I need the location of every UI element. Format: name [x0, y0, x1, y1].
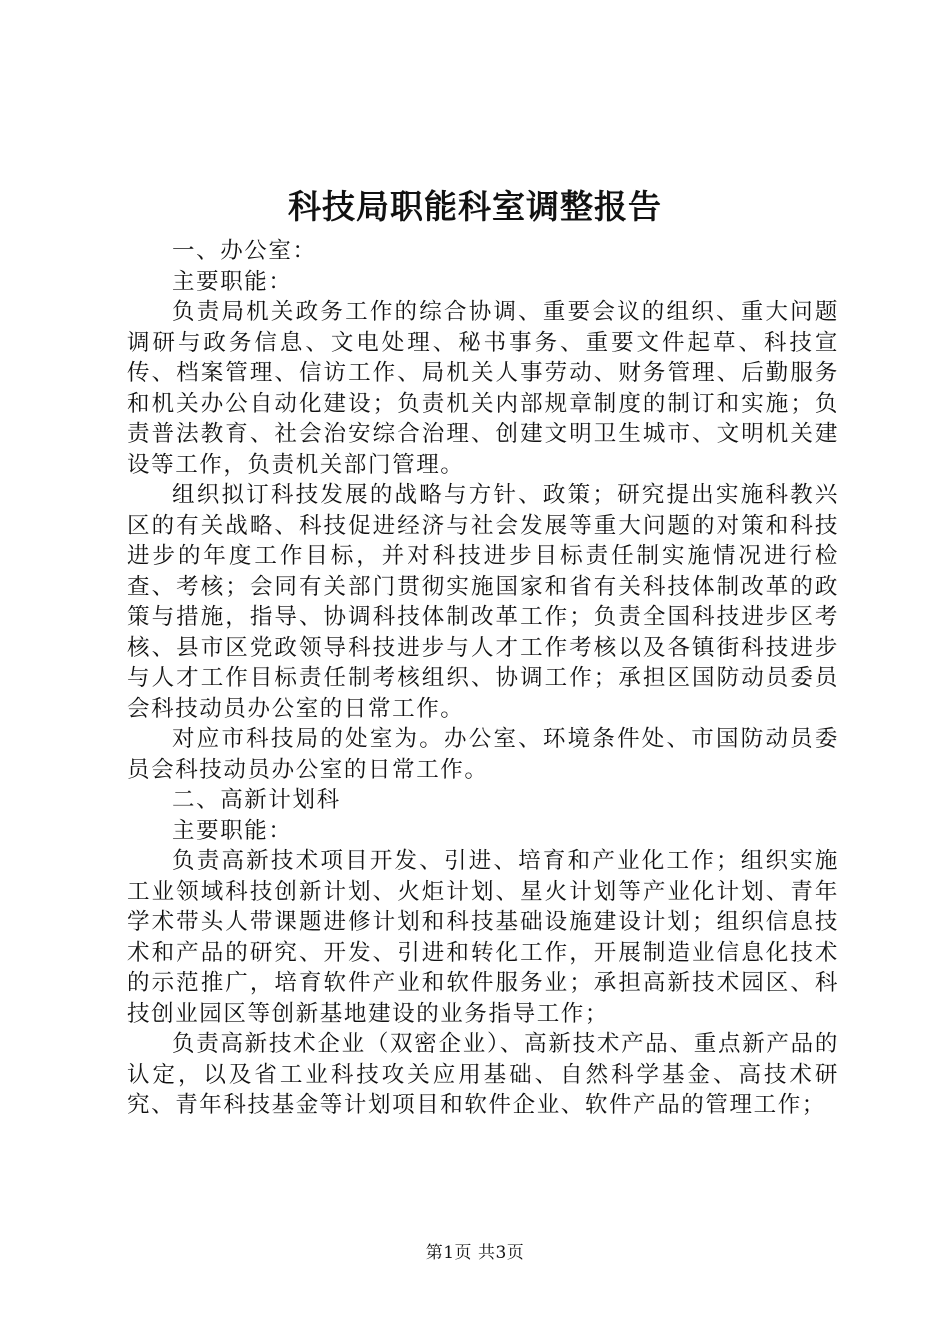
- hitech-functions-paragraph-2: 负责高新技术企业（双密企业）、高新技术产品、重点新产品的认定，以及省工业科技攻关应用基础、自然科学基金、高技术研究、青年科技基金等计划项目和软件企业、软件产品的管理工作；: [127, 1031, 839, 1118]
- section-heading-office: 一、办公室：: [172, 238, 317, 264]
- office-functions-paragraph-1: 负责局机关政务工作的综合协调、重要会议的组织、重大问题调研与政务信息、文电处理、秘书事务、重要文件起草、科技宣传、档案管理、信访工作、局机关人事劳动、财务管理、后勤服务和机关办公自动化建设；负责机关内部规章制度的制订和实施；负责普法教育、社会治安综合治理、创建文明卫生城市、文明机关建设等工作，负责机关部门管理。: [127, 299, 839, 478]
- page-footer: 第1页 共3页: [425, 1243, 525, 1263]
- section-heading-hitech-planning: 二、高新计划科: [172, 787, 341, 813]
- main-functions-label: 主要职能：: [172, 268, 293, 295]
- office-functions-paragraph-2: 组织拟订科技发展的战略与方针、政策；研究提出实施科教兴区的有关战略、科技促进经济与社会发展等重大问题的对策和科技进步的年度工作目标，并对科技进步目标责任制实施情况进行检查、考核；会同有关部门贯彻实施国家和省有关科技体制改革的政策与措施，指导、协调科技体制改革工作；负责全国科技进步区考核、县市区党政领导科技进步与人才工作考核以及各镇街科技进步与人才工作目标责任制考核组织、协调工作；承担区国防动员委员会科技动员办公室的日常工作。: [127, 482, 839, 722]
- document-title: 科技局职能科室调整报告: [288, 187, 662, 226]
- hitech-functions-paragraph-1: 负责高新技术项目开发、引进、培育和产业化工作；组织实施工业领域科技创新计划、火炬计划、星火计划等产业化计划、青年学术带头人带课题进修计划和科技基础设施建设计划；组织信息技术和产品的研究、开发、引进和转化工作，开展制造业信息化技术的示范推广，培育软件产业和软件服务业；承担高新技术园区、科技创业园区等创新基地建设的业务指导工作；: [127, 848, 839, 1027]
- office-correspondence-paragraph: 对应市科技局的处室为。办公室、环境条件处、市国防动员委员会科技动员办公室的日常工作。: [127, 726, 839, 783]
- main-functions-label: 主要职能：: [172, 817, 293, 844]
- document-body: [127, 236, 839, 1121]
